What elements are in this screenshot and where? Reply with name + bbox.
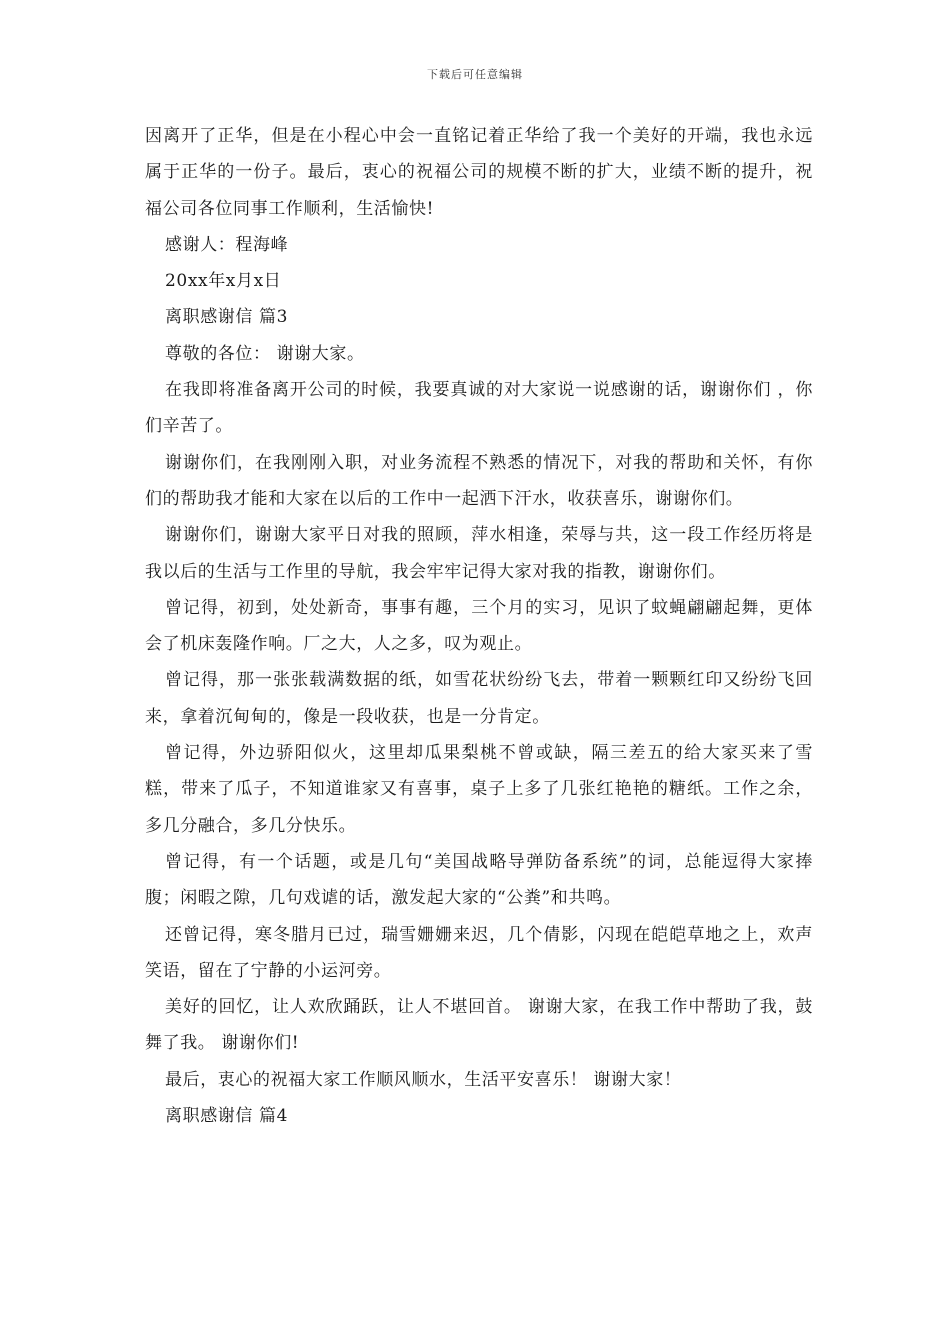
paragraph: 感谢人：程海峰 [165, 234, 289, 255]
paragraph: 曾记得，外边骄阳似火，这里却瓜果梨桃不曾或缺，隔三差五的给大家买来了雪糕，带来了瓜子，不知道谁家又有喜事，桌子上多了几张红艳艳的糖纸。工作之余，多几分融合，多几分快乐。 [145, 743, 813, 836]
paragraph: 曾记得，有一个话题，或是几句“美国战略导弹防备系统”的词，总能逗得大家捧腹；闲暇之隙，几句戏谑的话，激发起大家的“公粪”和共鸣。 [145, 851, 813, 909]
paragraph: 离职感谢信 篇3 [165, 307, 289, 328]
paragraph: 离职感谢信 篇4 [165, 1106, 289, 1127]
paragraph: 谢谢你们，在我刚刚入职，对业务流程不熟悉的情况下，对我的帮助和关怀，有你们的帮助我才能和大家在以后的工作中一起洒下汗水，收获喜乐，谢谢你们。 [145, 452, 813, 509]
paragraph: 因离开了正华，但是在小程心中会一直铭记着正华给了我一个美好的开端，我也永远属于正华的一份子。最后，衷心的祝福公司的规模不断的扩大，业绩不断的提升，祝福公司各位同事工作顺利，生活愉快! [145, 126, 813, 219]
paragraph: 20xx年x月x日 [165, 271, 282, 292]
document-body [145, 118, 813, 1134]
paragraph: 美好的回忆，让人欢欣踊跃，让人不堪回首。 谢谢大家，在我工作中帮助了我，鼓舞了我。 谢谢你们! [145, 997, 813, 1054]
paragraph: 曾记得，那一张张载满数据的纸，如雪花状纷纷飞去，带着一颗颗红印又纷纷飞回来，拿着沉甸甸的，像是一段收获，也是一分肯定。 [145, 670, 813, 727]
paragraph: 谢谢你们，谢谢大家平日对我的照顾，萍水相逢，荣辱与共，这一段工作经历将是我以后的生活与工作里的导航，我会牢牢记得大家对我的指教，谢谢你们。 [145, 525, 813, 582]
paragraph: 还曾记得，寒冬腊月已过，瑞雪姗姗来迟，几个倩影，闪现在皑皑草地之上，欢声笑语，留在了宁静的小运河旁。 [145, 924, 813, 981]
page-header-note: 下载后可任意编辑 [427, 68, 523, 81]
paragraph: 在我即将准备离开公司的时候，我要真诚的对大家说一说感谢的话，谢谢你们 ，你们辛苦了。 [145, 380, 813, 437]
paragraph: 最后，衷心的祝福大家工作顺风顺水，生活平安喜乐！ 谢谢大家！ [165, 1069, 682, 1090]
paragraph: 尊敬的各位： 谢谢大家。 [165, 343, 365, 364]
paragraph: 曾记得，初到，处处新奇，事事有趣，三个月的实习，见识了蚊蝇翩翩起舞，更体会了机床轰隆作响。厂之大，人之多，叹为观止。 [145, 597, 813, 655]
